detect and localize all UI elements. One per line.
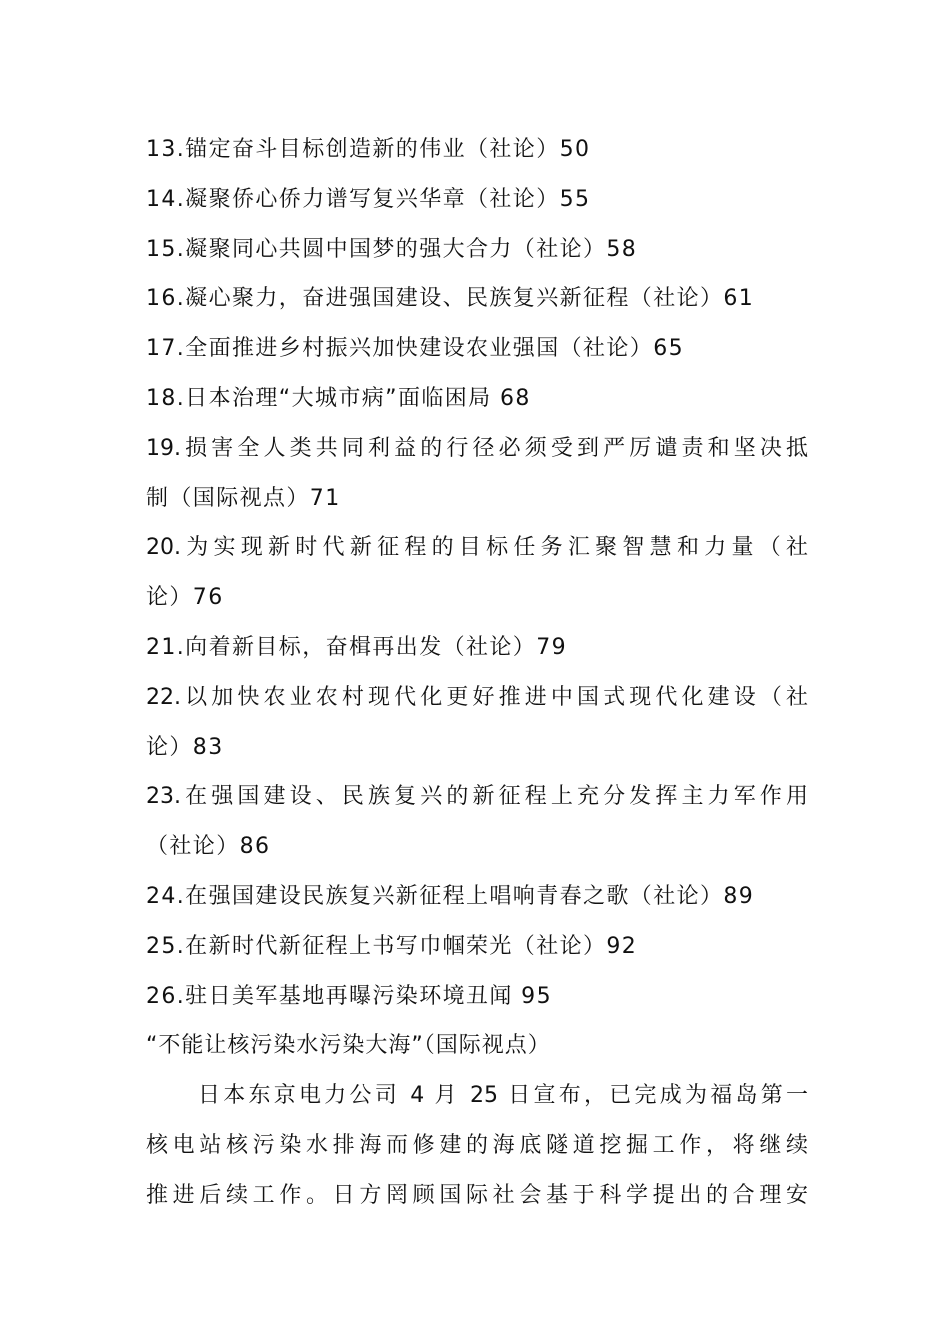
toc-entry-22 bbox=[146, 673, 808, 773]
toc-entry-13 bbox=[146, 125, 808, 175]
toc-entry-17 bbox=[146, 324, 808, 374]
toc-line-continued: 论）76 bbox=[146, 585, 224, 611]
toc-line: 23.在强国建设、民族复兴的新征程上充分发挥主力军作用 bbox=[146, 784, 808, 810]
toc-line-continued: 论）83 bbox=[146, 734, 224, 760]
article-paragraph bbox=[146, 1071, 808, 1220]
toc-entry-25 bbox=[146, 922, 808, 972]
article-title: “不能让核污染水污染大海”（国际视点） bbox=[146, 1033, 551, 1059]
toc-line: 17.全面推进乡村振兴加快建设农业强国（社论）65 bbox=[146, 336, 684, 362]
toc-line-continued: 制（国际视点）71 bbox=[146, 485, 341, 511]
toc-entry-24 bbox=[146, 872, 808, 922]
toc-line: 21.向着新目标，奋楫再出发（社论）79 bbox=[146, 634, 567, 660]
toc-entry-19 bbox=[146, 424, 808, 524]
toc-line: 20.为实现新时代新征程的目标任务汇聚智慧和力量（社 bbox=[146, 535, 808, 561]
toc-line: 18.日本治理“大城市病”面临困局 68 bbox=[146, 385, 531, 411]
toc-entry-26 bbox=[146, 972, 808, 1022]
toc-entry-18 bbox=[146, 374, 808, 424]
toc-entry-21 bbox=[146, 623, 808, 673]
toc-entry-16 bbox=[146, 274, 808, 324]
toc-line: 16.凝心聚力，奋进强国建设、民族复兴新征程（社论）61 bbox=[146, 286, 755, 312]
toc-line: 14.凝聚侨心侨力谱写复兴华章（社论）55 bbox=[146, 186, 591, 212]
toc-line: 22.以加快农业农村现代化更好推进中国式现代化建设（社 bbox=[146, 684, 808, 710]
toc-entry-15 bbox=[146, 225, 808, 275]
toc-line: 25.在新时代新征程上书写巾帼荣光（社论）92 bbox=[146, 933, 638, 959]
toc-line: 19.损害全人类共同利益的行径必须受到严厉谴责和坚决抵 bbox=[146, 435, 808, 461]
toc-entry-23 bbox=[146, 772, 808, 872]
toc-line: 24.在强国建设民族复兴新征程上唱响青春之歌（社论）89 bbox=[146, 883, 755, 909]
toc-line: 15.凝聚同心共圆中国梦的强大合力（社论）58 bbox=[146, 236, 638, 262]
paragraph-line: 推进后续工作。日方罔顾国际社会基于科学提出的合理安 bbox=[146, 1182, 808, 1208]
toc-line: 13.锚定奋斗目标创造新的伟业（社论）50 bbox=[146, 137, 591, 162]
toc-line: 26.驻日美军基地再曝污染环境丑闻 95 bbox=[146, 983, 552, 1009]
toc-entry-14 bbox=[146, 175, 808, 225]
toc-entry-20 bbox=[146, 523, 808, 623]
table-of-contents bbox=[146, 125, 808, 1021]
document-page bbox=[146, 125, 808, 1221]
paragraph-line: 日本东京电力公司 4 月 25 日宣布，已完成为福岛第一 bbox=[198, 1083, 808, 1109]
paragraph-line: 核电站核污染水排海而修建的海底隧道挖掘工作，将继续 bbox=[146, 1132, 808, 1158]
toc-line-continued: （社论）86 bbox=[146, 834, 271, 860]
